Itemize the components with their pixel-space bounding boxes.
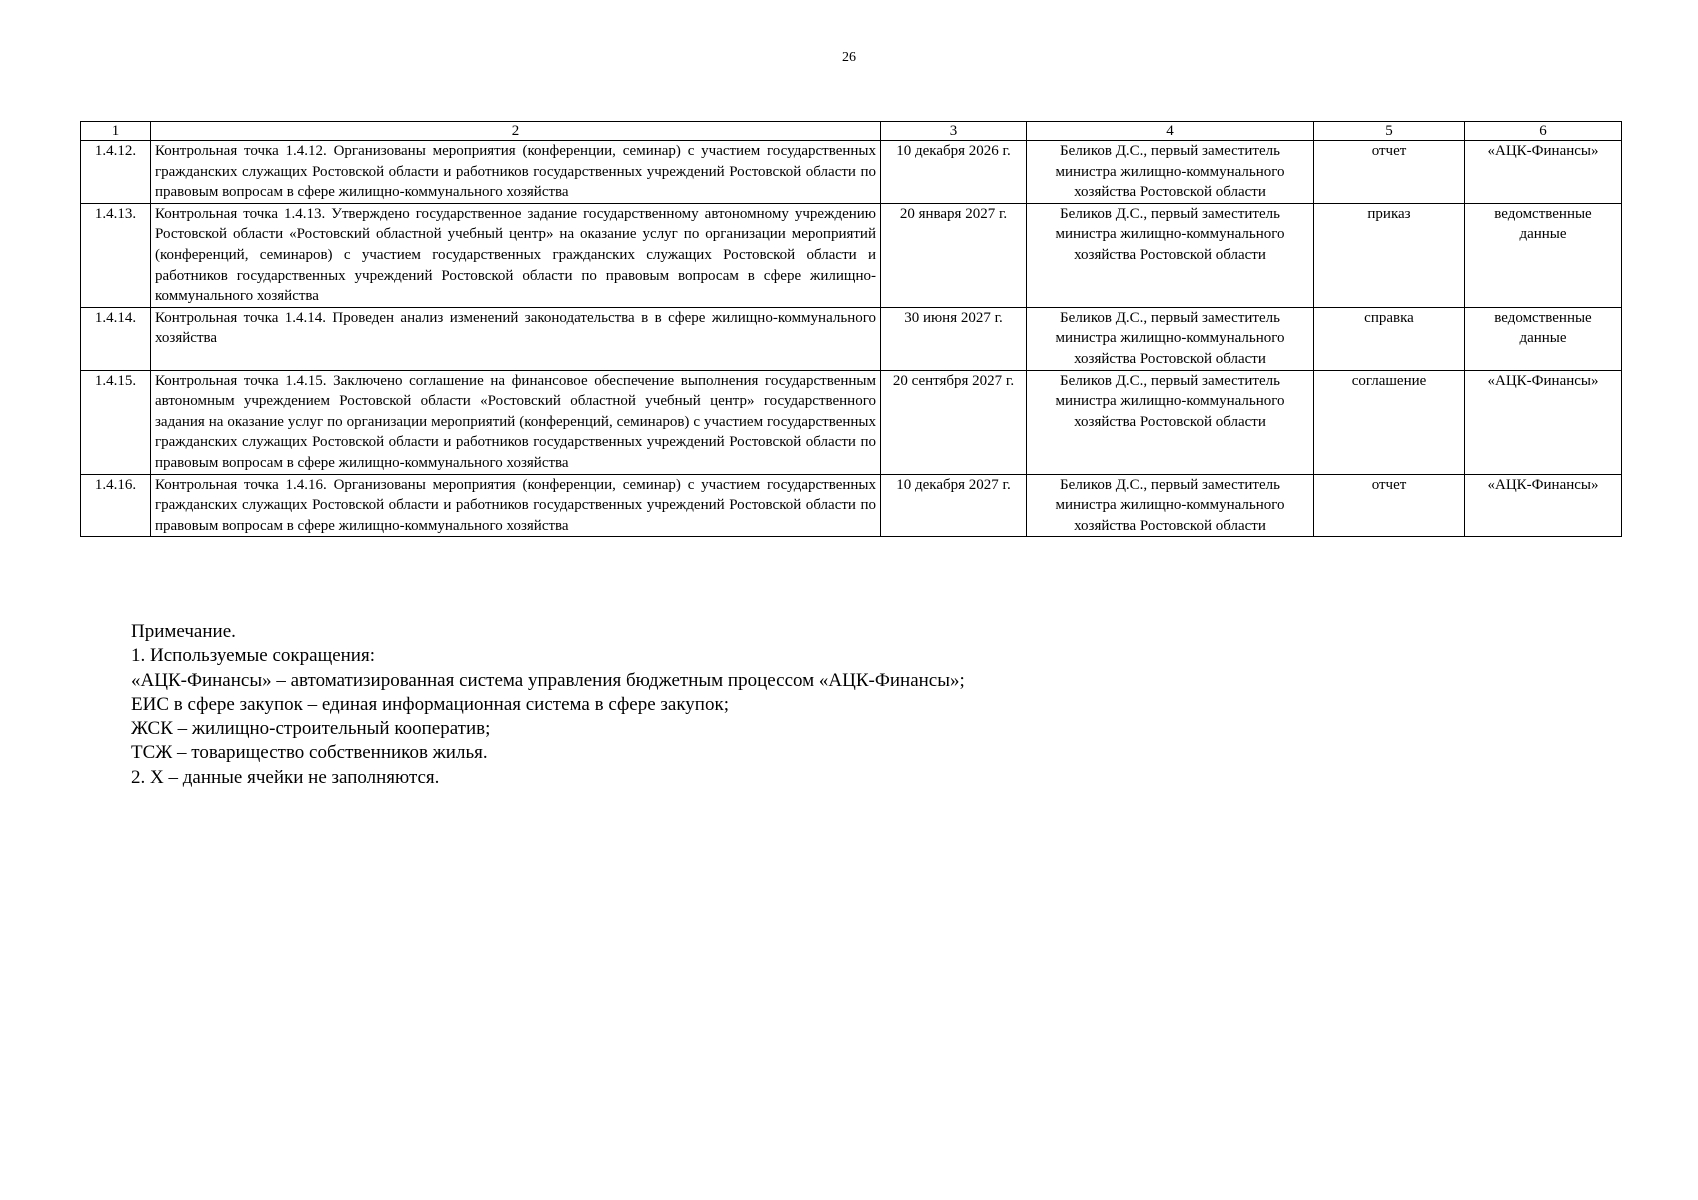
note-line: 1. Используемые сокращения: <box>131 645 375 667</box>
row-responsible: Беликов Д.С., первый заместитель министра жилищно-коммунального хозяйства Ростовской области <box>1027 370 1314 474</box>
column-header: 1 <box>81 122 151 141</box>
table-header-row <box>81 122 1622 141</box>
notes-section <box>131 620 1531 790</box>
row-document-type: отчет <box>1314 474 1465 537</box>
row-document-type: справка <box>1314 307 1465 370</box>
row-responsible: Беликов Д.С., первый заместитель министра жилищно-коммунального хозяйства Ростовской области <box>1027 307 1314 370</box>
note-line: ЖСК – жилищно-строительный кооператив; <box>131 718 491 740</box>
note-line: 2. X – данные ячейки не заполняются. <box>131 766 440 788</box>
row-information-system: ведомственные данные <box>1465 203 1622 307</box>
row-number: 1.4.15. <box>81 370 151 474</box>
row-description: Контрольная точка 1.4.13. Утверждено государственное задание государственному автономному учреждению Ростовской области «Ростовский областной учебный центр» на оказание услуг по организации мероприятий (конференций, семинаров) с участием государственных гражданских служащих Ростовской области и работников государственных учреждений Ростовской области по правовым вопросам в сфере жилищно-коммунального хозяйства <box>151 203 881 307</box>
column-header: 6 <box>1465 122 1622 141</box>
table-row <box>81 307 1622 370</box>
row-document-type: соглашение <box>1314 370 1465 474</box>
table-row <box>81 141 1622 204</box>
row-responsible: Беликов Д.С., первый заместитель министра жилищно-коммунального хозяйства Ростовской области <box>1027 474 1314 537</box>
note-line: ТСЖ – товарищество собственников жилья. <box>131 742 488 764</box>
row-date: 20 сентября 2027 г. <box>881 370 1027 474</box>
control-points-table <box>80 121 1622 537</box>
row-document-type: отчет <box>1314 141 1465 204</box>
notes-title: Примечание. <box>131 621 236 642</box>
row-number: 1.4.16. <box>81 474 151 537</box>
row-date: 10 декабря 2026 г. <box>881 141 1027 204</box>
row-date: 10 декабря 2027 г. <box>881 474 1027 537</box>
row-description: Контрольная точка 1.4.16. Организованы мероприятия (конференции, семинар) с участием государственных гражданских служащих Ростовской области и работников государственных учреждений Ростовской области по правовым вопросам в сфере жилищно-коммунального хозяйства <box>151 474 881 537</box>
row-responsible: Беликов Д.С., первый заместитель министра жилищно-коммунального хозяйства Ростовской области <box>1027 203 1314 307</box>
note-line: ЕИС в сфере закупок – единая информационная система в сфере закупок; <box>131 693 729 715</box>
column-header: 3 <box>881 122 1027 141</box>
row-information-system: «АЦК-Финансы» <box>1465 141 1622 204</box>
page-number: 26 <box>842 50 856 65</box>
column-header: 2 <box>151 122 881 141</box>
table-row <box>81 203 1622 307</box>
note-line: «АЦК-Финансы» – автоматизированная система управления бюджетным процессом «АЦК-Финансы»; <box>131 669 965 691</box>
table-row <box>81 474 1622 537</box>
row-description: Контрольная точка 1.4.12. Организованы мероприятия (конференции, семинар) с участием государственных гражданских служащих Ростовской области и работников государственных учреждений Ростовской области по правовым вопросам в сфере жилищно-коммунального хозяйства <box>151 141 881 204</box>
row-number: 1.4.12. <box>81 141 151 204</box>
row-description: Контрольная точка 1.4.14. Проведен анализ изменений законодательства в в сфере жилищно-коммунального хозяйства <box>151 307 881 370</box>
column-header: 4 <box>1027 122 1314 141</box>
row-date: 20 января 2027 г. <box>881 203 1027 307</box>
row-information-system: ведомственные данные <box>1465 307 1622 370</box>
row-document-type: приказ <box>1314 203 1465 307</box>
table-row <box>81 370 1622 474</box>
row-responsible: Беликов Д.С., первый заместитель министра жилищно-коммунального хозяйства Ростовской области <box>1027 141 1314 204</box>
row-number: 1.4.13. <box>81 203 151 307</box>
row-number: 1.4.14. <box>81 307 151 370</box>
row-information-system: «АЦК-Финансы» <box>1465 370 1622 474</box>
row-description: Контрольная точка 1.4.15. Заключено соглашение на финансовое обеспечение выполнения государственным автономным учреждением Ростовской области «Ростовский областной учебный центр» государственного задания на оказание услуг по организации мероприятий (конференций, семинаров) с участием государственных гражданских служащих Ростовской области и работников государственных учреждений Ростовской области по правовым вопросам в сфере жилищно-коммунального хозяйства <box>151 370 881 474</box>
row-date: 30 июня 2027 г. <box>881 307 1027 370</box>
row-information-system: «АЦК-Финансы» <box>1465 474 1622 537</box>
column-header: 5 <box>1314 122 1465 141</box>
